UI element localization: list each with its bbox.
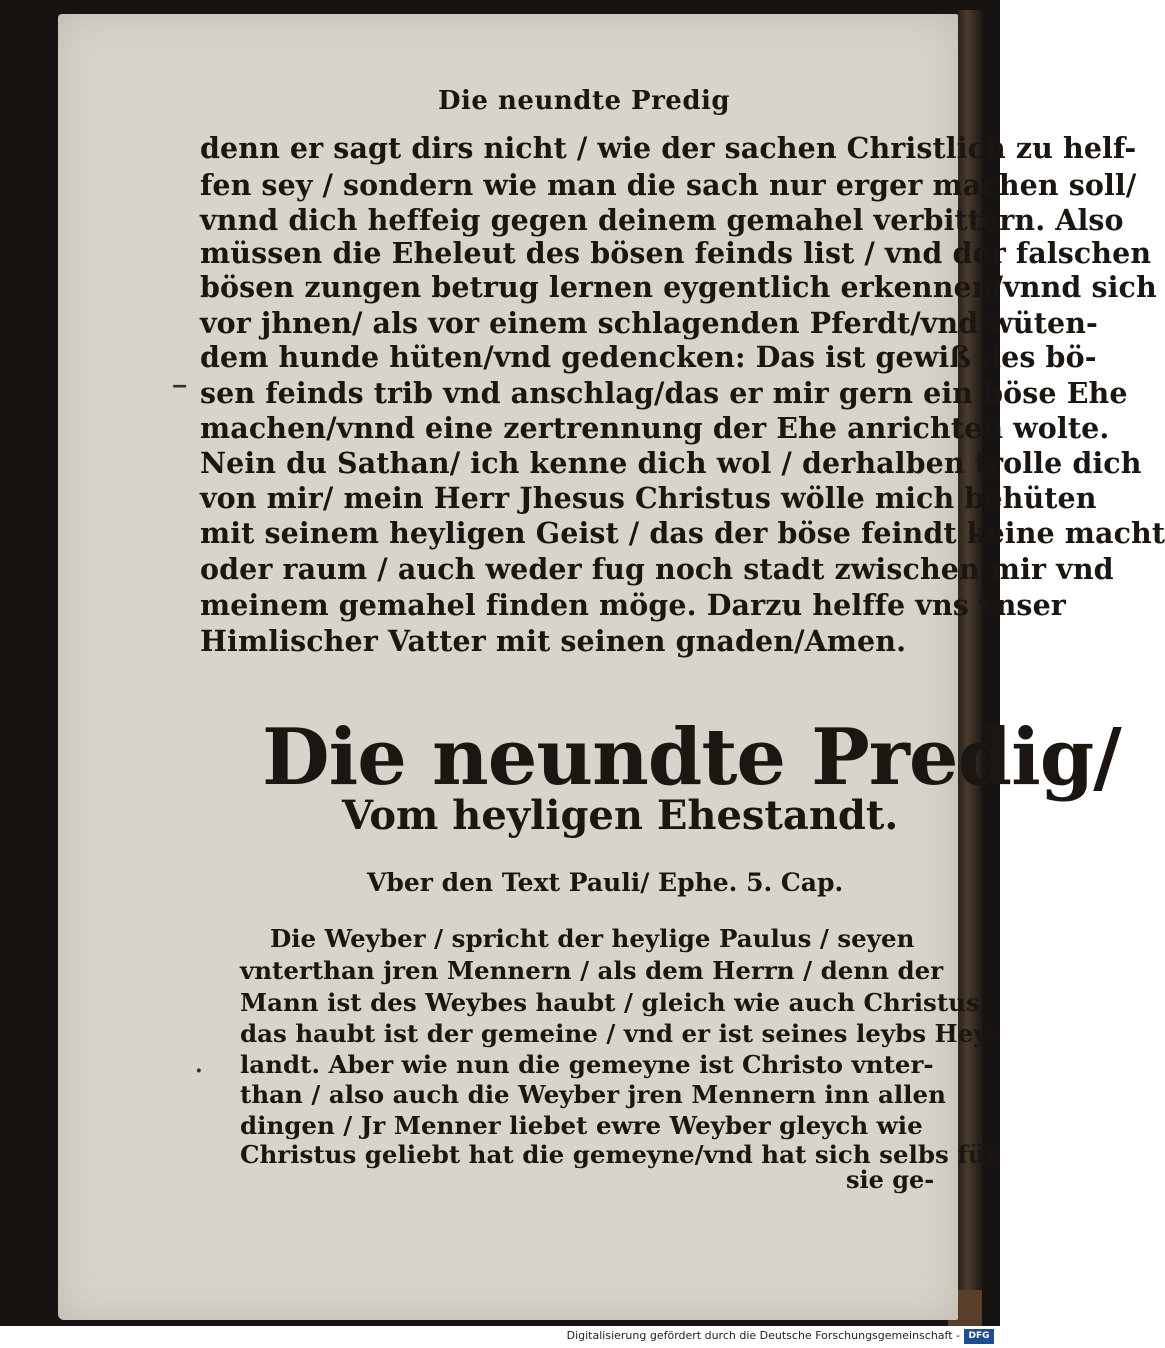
text-line: Nein du Sathan/ ich kenne dich wol / derhalben trolle dich xyxy=(200,446,1142,480)
text-line: vnterthan jren Mennern / als dem Herrn / denn der xyxy=(240,956,944,985)
text-line: than / also auch die Weyber jren Mennern inn allen xyxy=(240,1080,946,1109)
scripture-reference: Vber den Text Pauli/ Ephe. 5. Cap. xyxy=(367,868,844,897)
chapter-subtitle: Vom heyligen Ehestandt. xyxy=(342,792,899,839)
text-line: Christus geliebt hat die gemeyne/vnd hat sich selbs für xyxy=(240,1140,999,1169)
text-line: dem hunde hüten/vnd gedencken: Das ist gewiß des bö- xyxy=(200,340,1097,374)
margin-mark: · xyxy=(195,1058,203,1084)
text-line: von mir/ mein Herr Jhesus Christus wölle mich behüten xyxy=(200,481,1097,515)
text-line: Mann ist des Weybes haubt / gleich wie auch Christus xyxy=(240,988,980,1017)
text-line: fen sey / sondern wie man die sach nur erger machen soll/ xyxy=(200,168,1137,202)
chapter-title: Die neundte Predig/ xyxy=(262,712,1121,803)
text-line: mit seinem heyligen Geist / das der böse feindt keine macht xyxy=(200,516,1165,550)
text-line: meinem gemahel finden möge. Darzu helffe vns vnser xyxy=(200,588,1066,622)
text-line: oder raum / auch weder fug noch stadt zwischen mir vnd xyxy=(200,552,1114,586)
margin-mark: ‒ xyxy=(172,372,188,398)
catchword: sie ge- xyxy=(846,1165,935,1194)
running-head: Die neundte Predig xyxy=(438,86,731,116)
footer-credit: Digitalisierung gefördert durch die Deutsche Forschungsgemeinschaft - xyxy=(566,1329,960,1342)
text-line: denn er sagt dirs nicht / wie der sachen Christlich zu helf- xyxy=(200,131,1137,165)
footer-bar xyxy=(0,1326,1000,1348)
text-line: bösen zungen betrug lernen eygentlich erkennen/vnnd sich xyxy=(200,270,1157,304)
text-line: müssen die Eheleut des bösen feinds list / vnd der falschen xyxy=(200,236,1152,270)
text-line: landt. Aber wie nun die gemeyne ist Christo vnter- xyxy=(240,1050,934,1079)
text-line: vor jhnen/ als vor einem schlagenden Pferdt/vnd wüten- xyxy=(200,306,1098,340)
text-line: dingen / Jr Menner liebet ewre Weyber gleych wie xyxy=(240,1111,923,1140)
text-line: vnnd dich heffeig gegen deinem gemahel verbittern. Also xyxy=(200,203,1124,237)
text-line: Die Weyber / spricht der heylige Paulus / seyen xyxy=(270,924,915,953)
dfg-logo: DFG xyxy=(964,1329,994,1344)
text-line: sen feinds trib vnd anschlag/das er mir gern ein böse Ehe xyxy=(200,376,1128,410)
text-line: Himlischer Vatter mit seinen gnaden/Amen. xyxy=(200,624,907,658)
text-line: machen/vnnd eine zertrennung der Ehe anrichten wolte. xyxy=(200,411,1110,445)
text-line: das haubt ist der gemeine / vnd er ist seines leybs Hey- xyxy=(240,1019,998,1048)
